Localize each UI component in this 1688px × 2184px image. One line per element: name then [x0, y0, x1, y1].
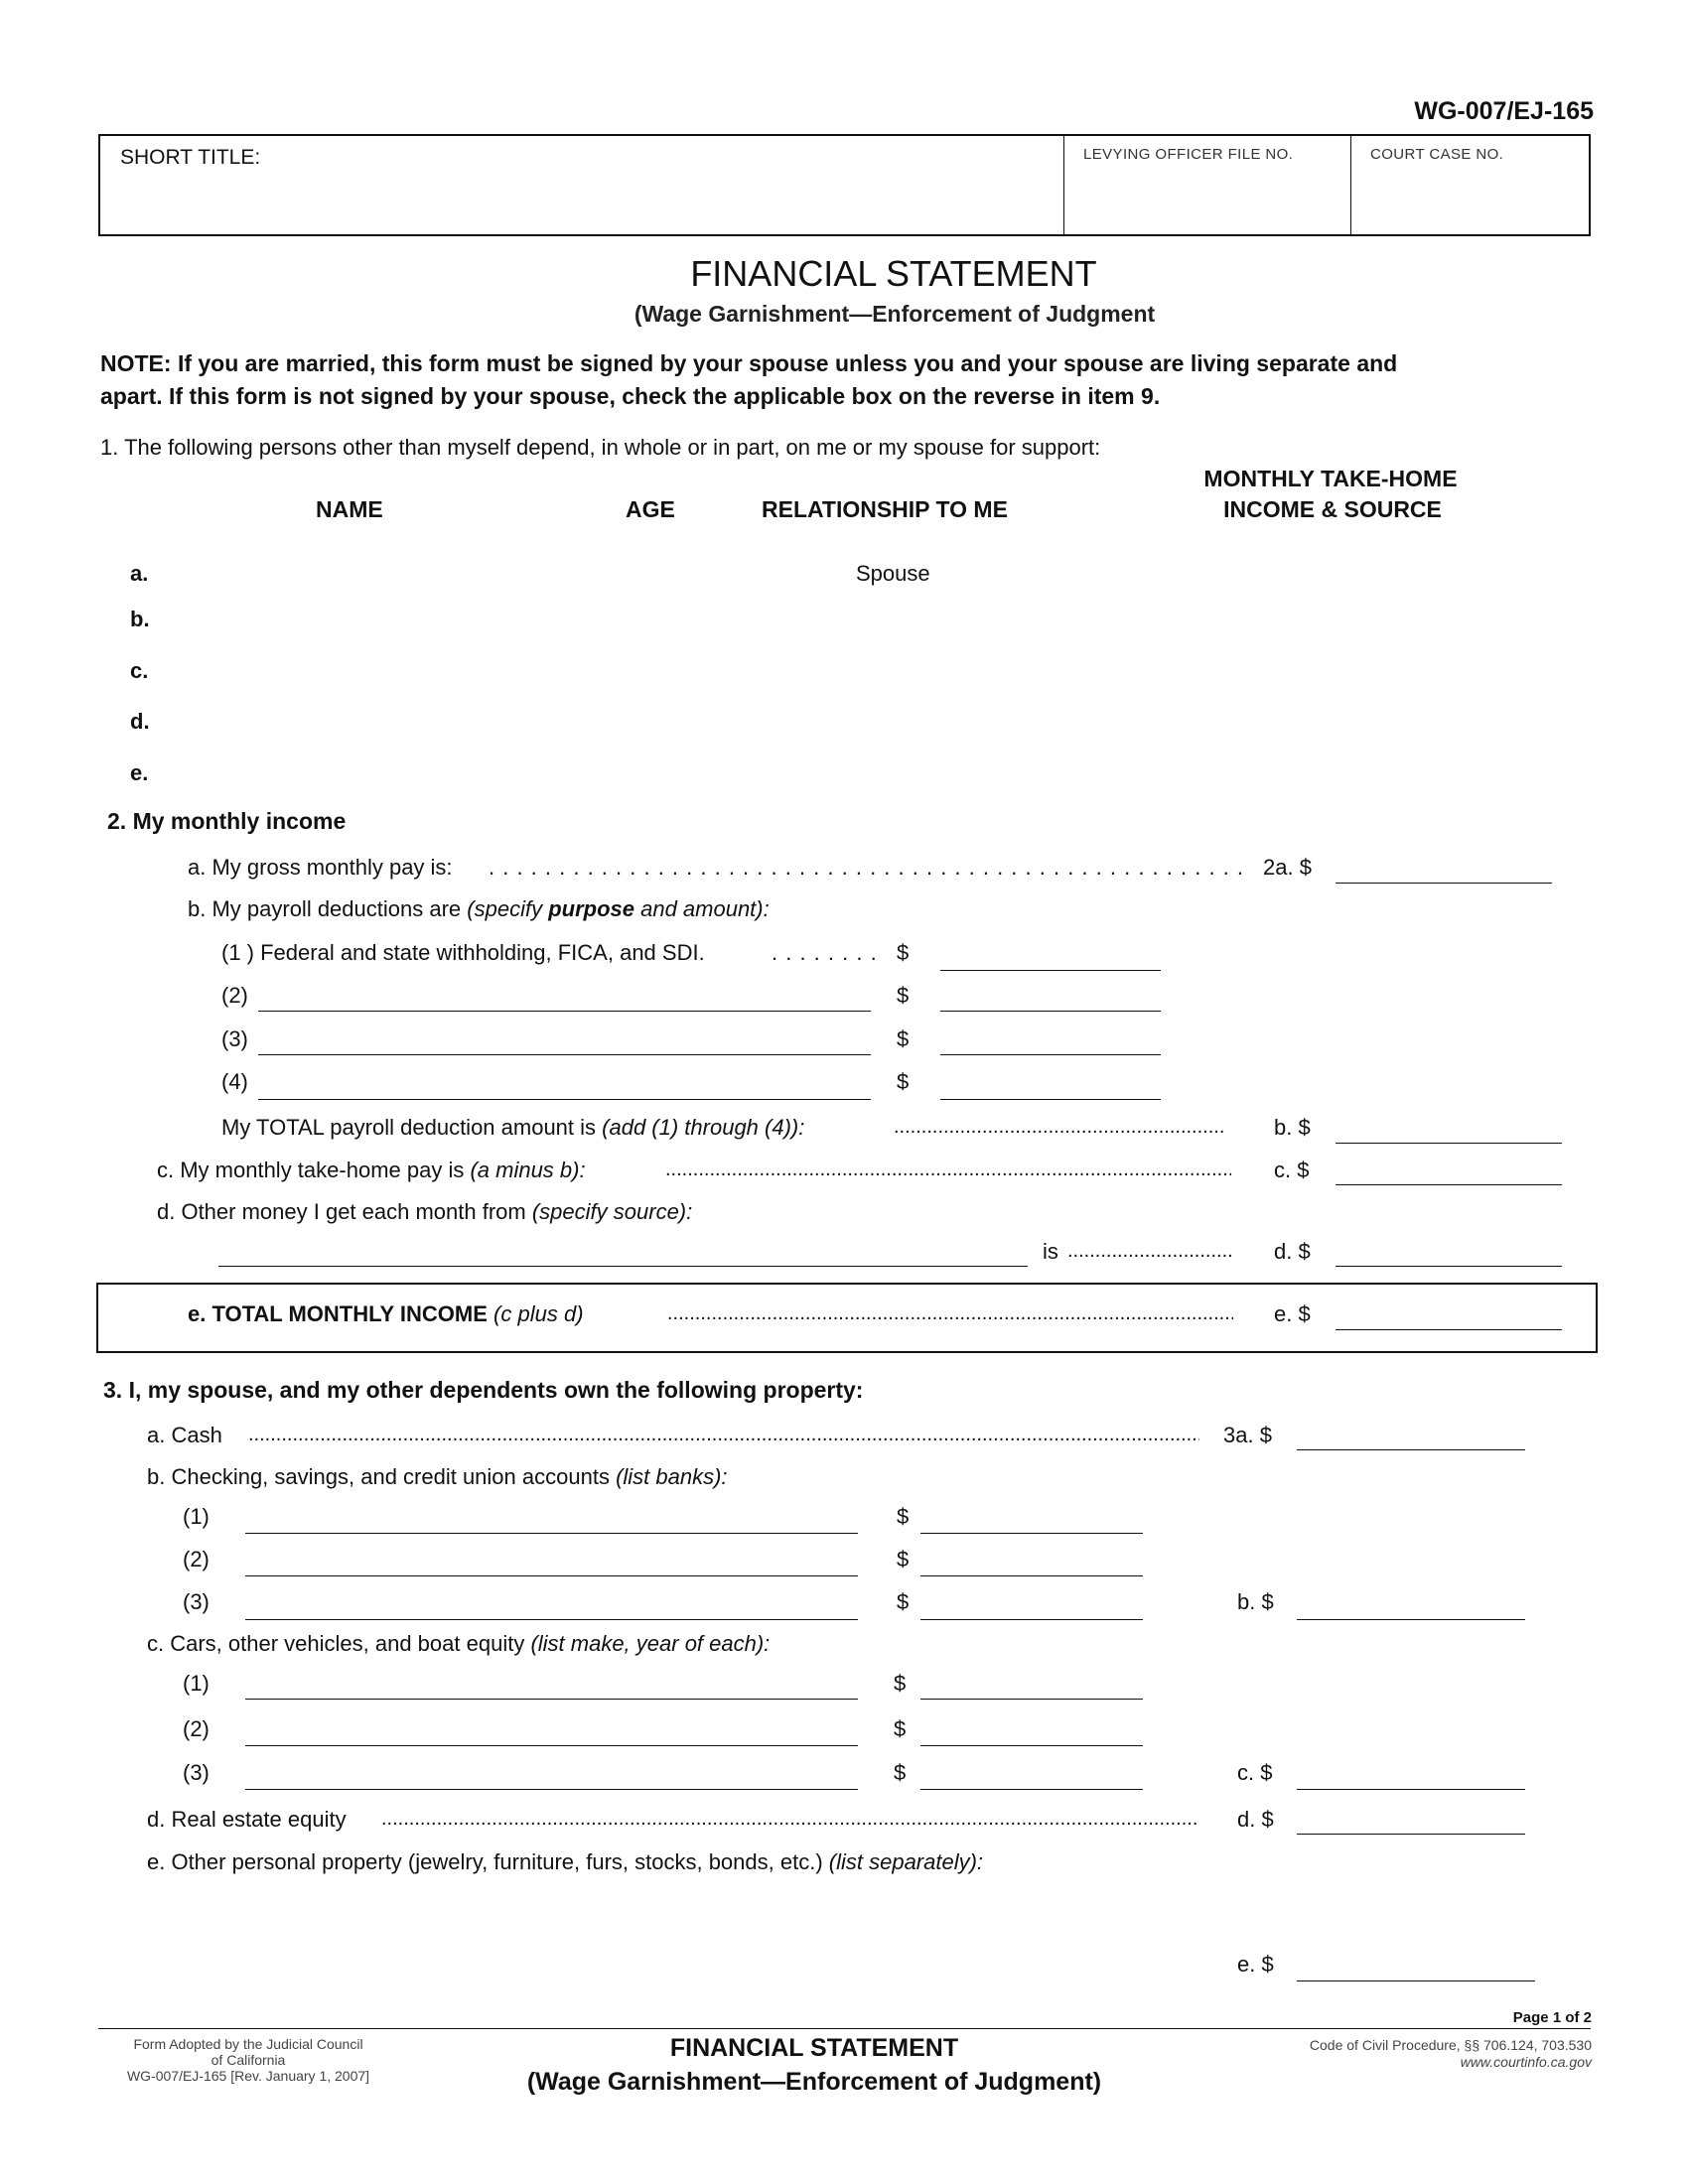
footer-divider [98, 2028, 1591, 2029]
cash-input[interactable] [1297, 1425, 1525, 1450]
bank-1-number: (1) [183, 1504, 210, 1529]
bank-2-amount-input[interactable] [920, 1551, 1143, 1576]
col-age-header: AGE [626, 496, 675, 522]
page-number: Page 1 of 2 [1512, 2009, 1592, 2026]
deduction-3-dollar: $ [897, 1026, 910, 1051]
short-title-label: SHORT TITLE: [120, 146, 261, 169]
deduction-3-number: (3) [221, 1026, 248, 1051]
item3b-ref: b. $ [1237, 1589, 1274, 1614]
note-line-1: NOTE: If you are married, this form must be signed by your spouse unless you and your spouse are living separate and [100, 350, 1398, 376]
deduction-4-purpose-input[interactable] [258, 1074, 871, 1100]
item2c-label: c. My monthly take-home pay is (a minus b): [157, 1158, 586, 1182]
total-deductions-label: My TOTAL payroll deduction amount is (add (1) through (4)): [221, 1115, 805, 1140]
footer-subtitle: (Wage Garnishment—Enforcement of Judgment) [526, 2068, 1102, 2096]
col-income-header-1: MONTHLY TAKE-HOME [1203, 466, 1458, 491]
vehicle-2-amount-input[interactable] [920, 1720, 1143, 1746]
vehicle-1-number: (1) [183, 1671, 210, 1696]
deduction-2-amount-input[interactable] [940, 986, 1161, 1012]
form-number: WG-007/EJ-165 [1414, 97, 1594, 125]
deduction-2-purpose-input[interactable] [258, 986, 871, 1012]
item2c-ref: c. $ [1274, 1158, 1310, 1182]
dependent-row-a-relationship: Spouse [856, 561, 930, 586]
item3a-label: a. Cash [147, 1423, 222, 1447]
dependent-row-b-letter: b. [130, 607, 150, 631]
bank-3-name-input[interactable] [245, 1594, 858, 1620]
real-estate-equity-input[interactable] [1297, 1809, 1525, 1835]
vehicle-1-amount-input[interactable] [920, 1674, 1143, 1700]
item2d-label: d. Other money I get each month from (specify source): [157, 1199, 693, 1224]
item2d-is: is [1043, 1239, 1058, 1264]
vehicle-3-number: (3) [183, 1760, 210, 1785]
col-name-header: NAME [316, 496, 383, 522]
court-case-label: COURT CASE NO. [1370, 146, 1504, 163]
deduction-2-dollar: $ [897, 983, 910, 1008]
total-monthly-income-input[interactable] [1336, 1304, 1562, 1330]
deduction-1-label: (1 ) Federal and state withholding, FICA, and SDI. [221, 940, 705, 965]
item3d-leader [381, 1808, 1197, 1831]
vehicle-2-dollar: $ [894, 1716, 907, 1741]
footer-code: Code of Civil Procedure, §§ 706.124, 703.530 www.courtinfo.ca.gov [1309, 2037, 1592, 2070]
total-deductions-input[interactable] [1336, 1118, 1562, 1144]
levying-officer-file-input[interactable] [1081, 180, 1343, 221]
other-money-source-input[interactable] [218, 1241, 1028, 1267]
total-monthly-income-label: e. TOTAL MONTHLY INCOME (c plus d) [188, 1301, 584, 1326]
item3d-ref: d. $ [1237, 1807, 1274, 1832]
footer-adopted: Form Adopted by the Judicial Council of California WG-007/EJ-165 [Rev. January 1, 2007] [126, 2036, 370, 2084]
bank-3-number: (3) [183, 1589, 210, 1614]
vehicles-total-input[interactable] [1297, 1764, 1525, 1790]
bank-3-dollar: $ [897, 1589, 910, 1614]
deduction-1-leader [772, 940, 883, 966]
deduction-1-amount-input[interactable] [940, 945, 1161, 971]
deduction-3-purpose-input[interactable] [258, 1029, 871, 1055]
total-monthly-income-leader [667, 1302, 1233, 1325]
footer-website: www.courtinfo.ca.gov [1460, 2054, 1592, 2070]
dependent-row-e-letter: e. [130, 760, 149, 785]
item2a-ref: 2a. $ [1263, 855, 1312, 880]
item3-heading: 3. I, my spouse, and my other dependents own the following property: [103, 1377, 864, 1403]
item2a-leader [489, 855, 1243, 881]
vehicle-3-amount-input[interactable] [920, 1764, 1143, 1790]
footer-title: FINANCIAL STATEMENT [669, 2034, 959, 2062]
bank-accounts-total-input[interactable] [1297, 1594, 1525, 1620]
gross-monthly-pay-input[interactable] [1336, 858, 1552, 884]
item3e-label: e. Other personal property (jewelry, furniture, furs, stocks, bonds, etc.) (list separately): [147, 1849, 984, 1874]
vehicle-1-description-input[interactable] [245, 1674, 858, 1700]
bank-2-dollar: $ [897, 1547, 910, 1571]
vehicle-1-dollar: $ [894, 1671, 907, 1696]
other-money-amount-input[interactable] [1336, 1241, 1562, 1267]
dependent-row-d-letter: d. [130, 709, 150, 734]
dependent-row-c-letter: c. [130, 658, 149, 683]
vehicle-3-description-input[interactable] [245, 1764, 858, 1790]
total-deductions-leader [894, 1116, 1226, 1139]
item2d-ref: d. $ [1274, 1239, 1311, 1264]
note-line-2: apart. If this form is not signed by your spouse, check the applicable box on the reverse in item 9. [100, 383, 1161, 409]
deduction-4-dollar: $ [897, 1069, 910, 1094]
other-personal-property-input[interactable] [1297, 1956, 1535, 1981]
page-title: FINANCIAL STATEMENT [690, 253, 1097, 294]
bank-2-name-input[interactable] [245, 1551, 858, 1576]
item2c-leader [665, 1159, 1231, 1181]
caption-box [98, 134, 1591, 236]
short-title-input[interactable] [120, 180, 1048, 221]
dependent-row-a-letter: a. [130, 561, 149, 586]
item3c-ref: c. $ [1237, 1760, 1273, 1785]
bank-1-dollar: $ [897, 1504, 910, 1529]
deduction-1-dollar: $ [897, 940, 910, 965]
levying-officer-label: LEVYING OFFICER FILE NO. [1083, 146, 1294, 163]
total-deductions-ref: b. $ [1274, 1115, 1311, 1140]
deduction-3-amount-input[interactable] [940, 1029, 1161, 1055]
item3c-label: c. Cars, other vehicles, and boat equity (list make, year of each): [147, 1631, 771, 1656]
take-home-pay-input[interactable] [1336, 1160, 1562, 1185]
court-case-number-input[interactable] [1368, 180, 1581, 221]
deduction-4-amount-input[interactable] [940, 1074, 1161, 1100]
col-relationship-header: RELATIONSHIP TO ME [762, 496, 1008, 522]
bank-3-amount-input[interactable] [920, 1594, 1143, 1620]
item2d-leader [1067, 1240, 1234, 1263]
item3e-ref: e. $ [1237, 1952, 1274, 1977]
item3a-leader [248, 1424, 1199, 1446]
item2-heading: 2. My monthly income [107, 808, 347, 834]
vehicle-2-number: (2) [183, 1716, 210, 1741]
vehicle-2-description-input[interactable] [245, 1720, 858, 1746]
item3a-ref: 3a. $ [1223, 1423, 1272, 1447]
page-subtitle: (Wage Garnishment—Enforcement of Judgment [633, 301, 1156, 327]
item2b-label: b. My payroll deductions are (specify purpose and amount): [188, 896, 770, 921]
total-monthly-income-ref: e. $ [1274, 1301, 1311, 1326]
bank-2-number: (2) [183, 1547, 210, 1571]
deduction-2-number: (2) [221, 983, 248, 1008]
item3b-label: b. Checking, savings, and credit union accounts (list banks): [147, 1464, 728, 1489]
bank-1-amount-input[interactable] [920, 1508, 1143, 1534]
item2a-label: a. My gross monthly pay is: [188, 855, 453, 880]
deduction-4-number: (4) [221, 1069, 248, 1094]
col-income-header-2: INCOME & SOURCE [1223, 496, 1442, 522]
item3d-label: d. Real estate equity [147, 1807, 347, 1832]
bank-1-name-input[interactable] [245, 1508, 858, 1534]
item1-intro: 1. The following persons other than myself depend, in whole or in part, on me or my spouse for support: [100, 435, 1101, 460]
vehicle-3-dollar: $ [894, 1760, 907, 1785]
